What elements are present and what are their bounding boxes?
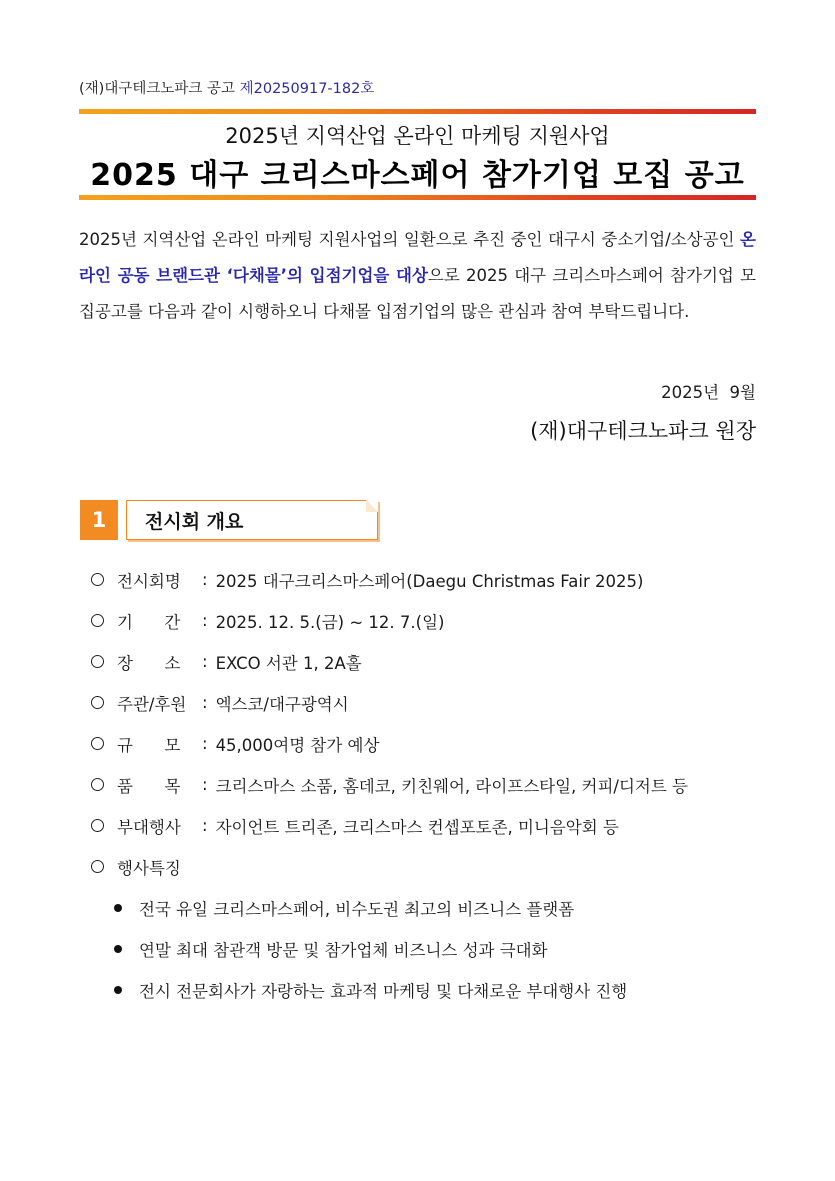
- item-separator: :: [202, 693, 208, 712]
- item-label: 품 목: [117, 776, 181, 796]
- item-separator: :: [202, 652, 208, 671]
- item-separator: :: [202, 611, 208, 630]
- item-value: 2025 대구크리스마스페어(Daegu Christmas Fair 2025): [215, 571, 644, 591]
- item-label: 부대행사: [117, 817, 181, 837]
- overview-list: [90, 559, 760, 1010]
- document-subtitle: 2025년 지역산업 온라인 마케팅 지원사업: [225, 124, 610, 148]
- filled-dot-bullet-icon: [114, 986, 122, 994]
- feature-bullet: [90, 887, 760, 928]
- notice-number: 제20250917-182호: [239, 81, 375, 97]
- intro-text-2: 으로 2025 대구 크리스마스페어 참가기업 모집공고를 다음과 같이 시행하오니 다채몰 입점기업의 많은 관심과 참여 부탁드립니다.: [79, 266, 756, 321]
- item-label: 규 모: [117, 735, 181, 755]
- item-label: 기 간: [117, 612, 181, 632]
- list-item: [90, 764, 760, 805]
- item-value: 자이언트 트리존, 크리스마스 컨셉포토존, 미니음악회 등: [215, 817, 619, 837]
- item-value: 엑스코/대구광역시: [215, 694, 349, 714]
- filled-dot-bullet-icon: [114, 904, 122, 912]
- hollow-circle-bullet-icon: [91, 737, 104, 750]
- section-number-badge: 1: [80, 500, 118, 540]
- item-value: 2025. 12. 5.(금) ~ 12. 7.(일): [215, 612, 445, 632]
- features-label: 행사특징: [117, 858, 181, 878]
- feature-text: 연말 최대 참관객 방문 및 참가업체 비즈니스 성과 극대화: [139, 940, 548, 960]
- feature-bullet: [90, 928, 760, 969]
- hollow-circle-bullet-icon: [91, 614, 104, 627]
- item-separator: :: [202, 570, 208, 589]
- feature-text: 전시 전문회사가 자랑하는 효과적 마케팅 및 다채로운 부대행사 진행: [139, 981, 628, 1001]
- item-label: 장 소: [117, 653, 181, 673]
- feature-bullet: [90, 969, 760, 1010]
- feature-text: 전국 유일 크리스마스페어, 비수도권 최고의 비즈니스 플랫폼: [139, 899, 575, 919]
- item-value: 45,000여명 참가 예상: [215, 735, 380, 755]
- list-item: [90, 641, 760, 682]
- hollow-circle-bullet-icon: [91, 860, 104, 873]
- item-value: EXCO 서관 1, 2A홀: [215, 653, 362, 673]
- section-title: 전시회 개요: [145, 511, 244, 533]
- notice-org: (재)대구테크노파크 공고: [79, 81, 235, 97]
- hollow-circle-bullet-icon: [91, 573, 104, 586]
- notice-number-line: [79, 77, 374, 98]
- title-rule-top: [79, 109, 756, 114]
- title-rule-bottom: [79, 195, 756, 200]
- item-separator: :: [202, 775, 208, 794]
- hollow-circle-bullet-icon: [91, 778, 104, 791]
- list-item: [90, 600, 760, 641]
- hollow-circle-bullet-icon: [91, 819, 104, 832]
- intro-highlight: 온라인 공동 브랜드관 ‘다채몰’의 입점기업을 대상: [79, 230, 756, 285]
- item-value: 크리스마스 소품, 홈데코, 키친웨어, 라이프스타일, 커피/디저트 등: [215, 776, 688, 796]
- item-separator: :: [202, 816, 208, 835]
- hollow-circle-bullet-icon: [91, 655, 104, 668]
- item-label: 전시회명: [117, 571, 181, 591]
- item-separator: :: [202, 734, 208, 753]
- hollow-circle-bullet-icon: [91, 696, 104, 709]
- filled-dot-bullet-icon: [114, 945, 122, 953]
- list-item: [90, 559, 760, 600]
- list-item: [90, 723, 760, 764]
- section-title-box: [126, 500, 378, 540]
- list-item: [90, 682, 760, 723]
- list-item-features: [90, 846, 760, 887]
- notice-date: 2025년 9월: [661, 383, 756, 402]
- signer: (재)대구테크노파크 원장: [530, 419, 756, 443]
- intro-text-1: 2025년 지역산업 온라인 마케팅 지원사업의 일환으로 추진 중인 대구시 중소기업/소상공인: [79, 230, 741, 249]
- document-title: 2025 대구 크리스마스페어 참가기업 모집 공고: [90, 158, 745, 193]
- intro-paragraph: [79, 222, 756, 330]
- item-label: 주관/후원: [117, 694, 187, 714]
- list-item: [90, 805, 760, 846]
